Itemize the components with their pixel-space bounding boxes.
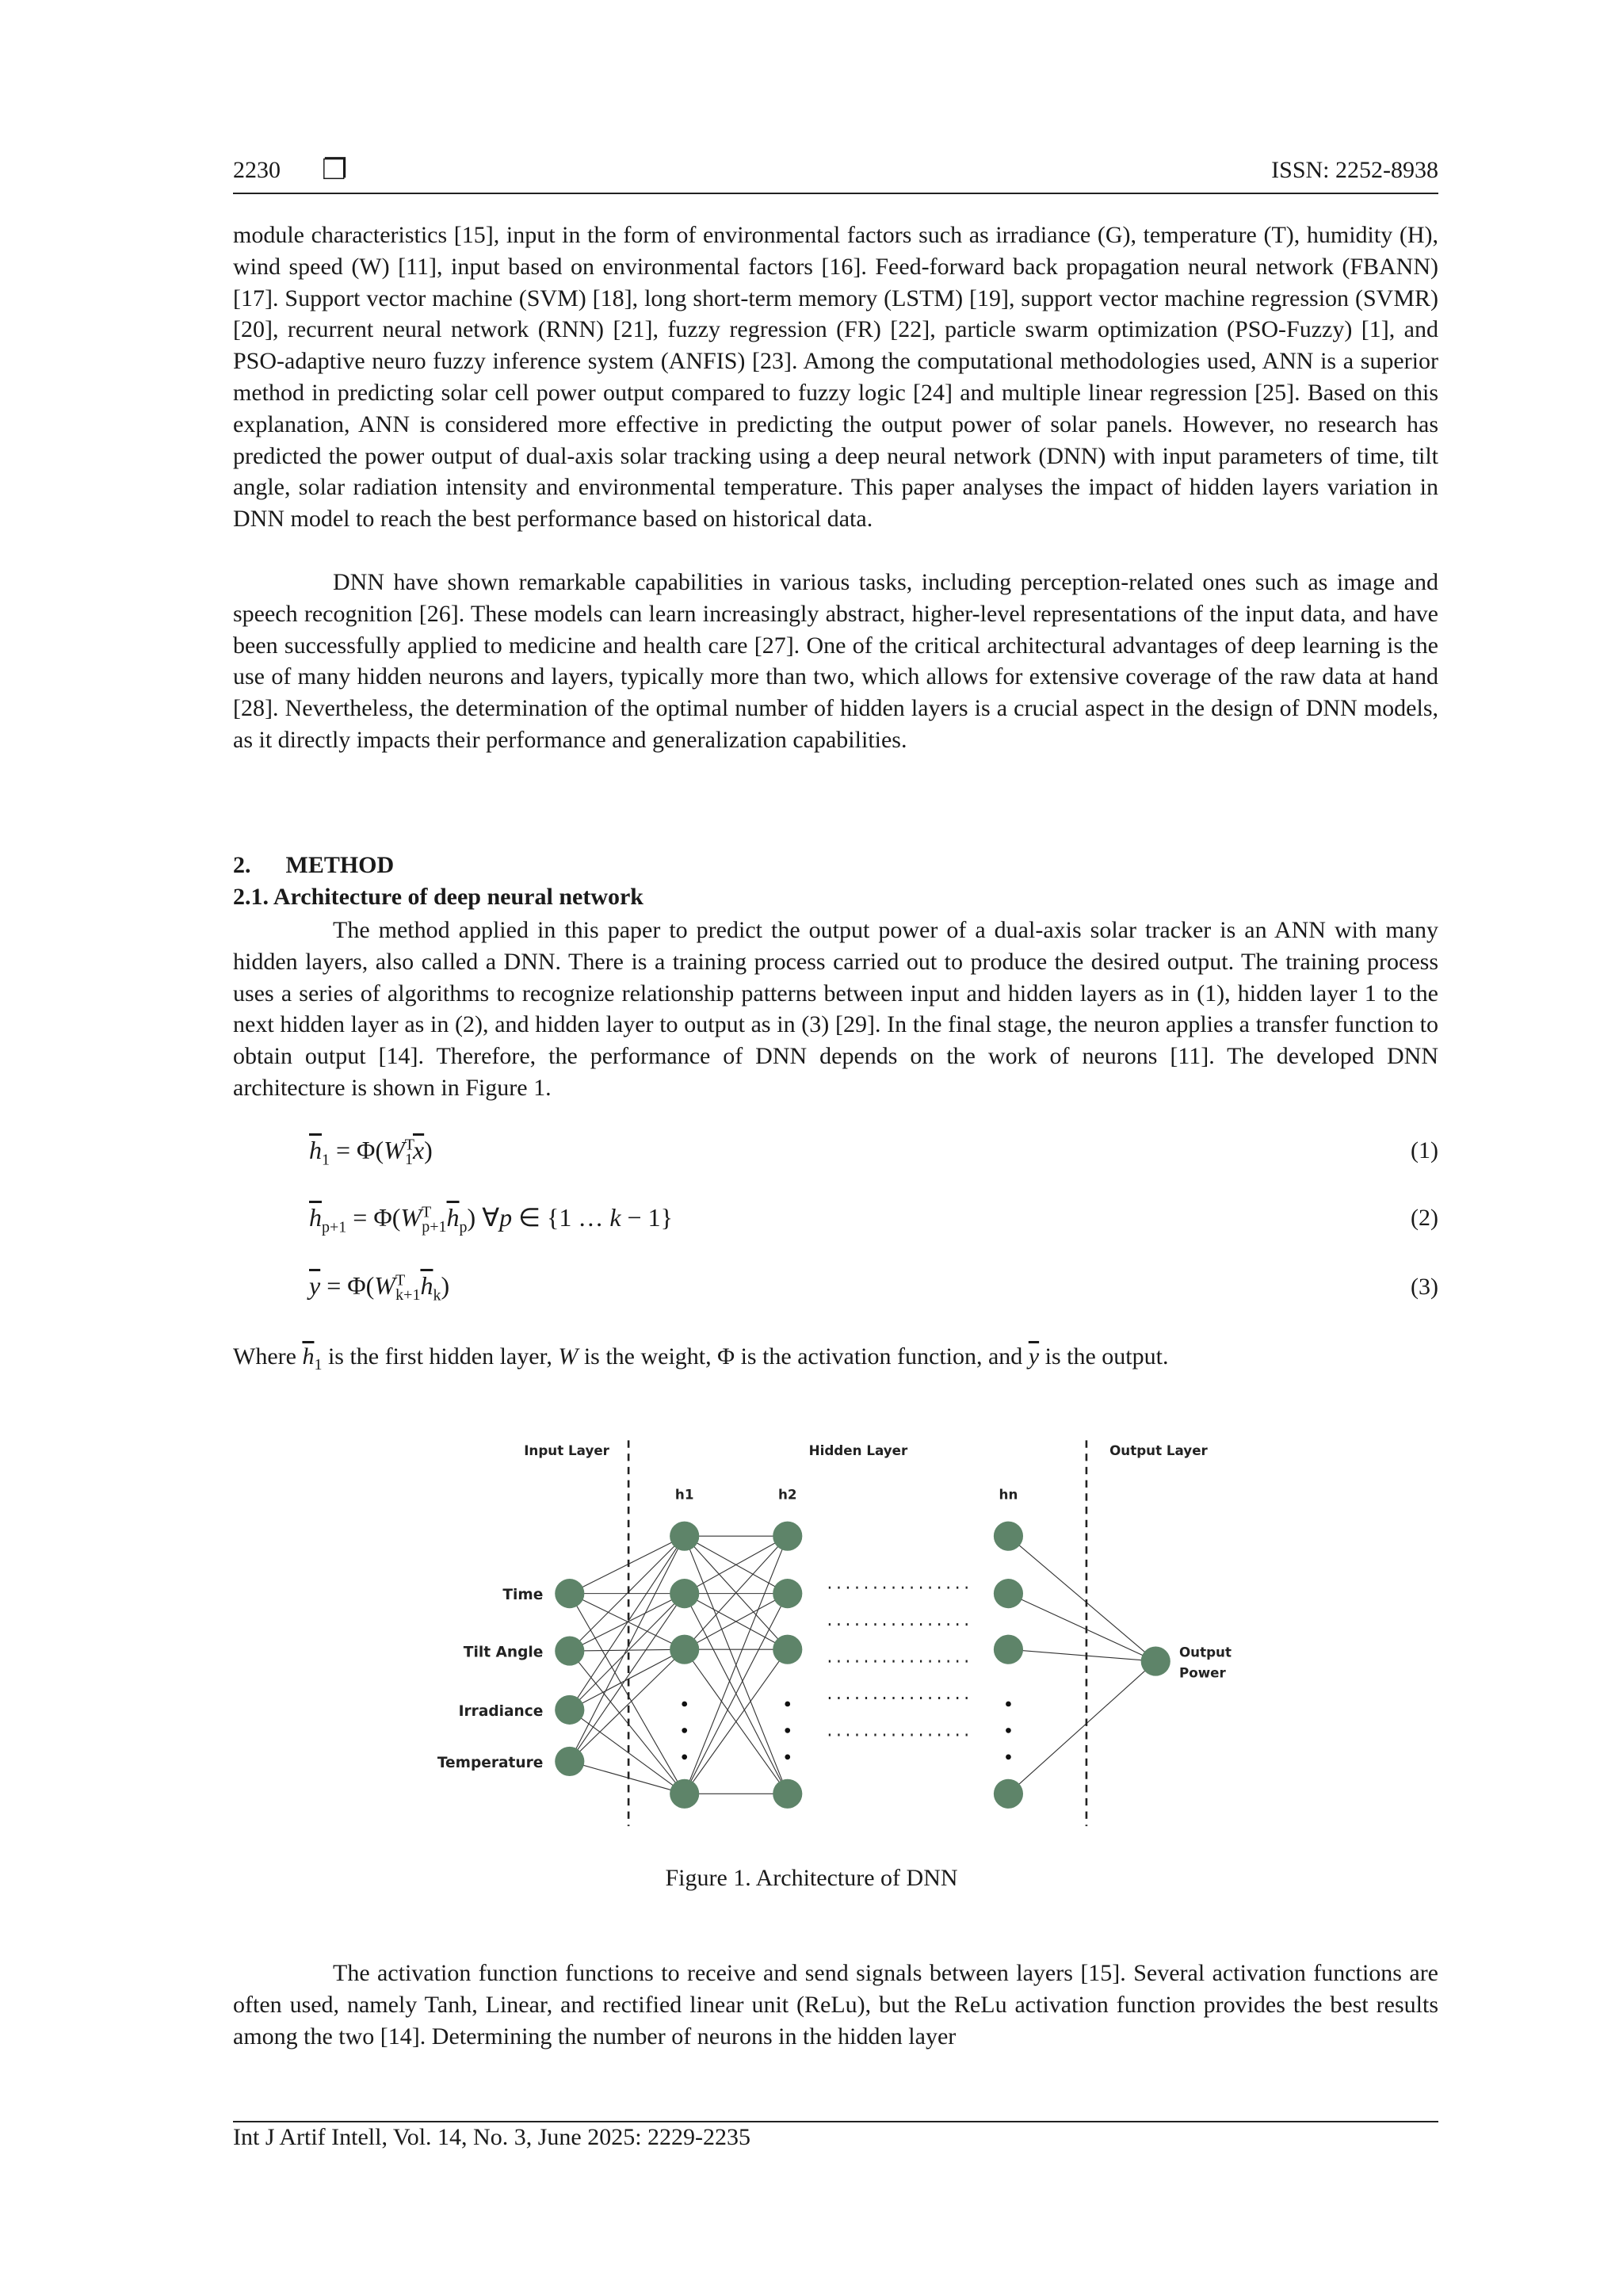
connection-line [570,1649,685,1710]
input-label: Irradiance [458,1702,544,1720]
eq-op: − 1} [621,1203,673,1232]
where-text: is the output. [1039,1343,1169,1370]
output-label: Output [1178,1644,1232,1660]
hidden-node [773,1635,802,1664]
ellipsis-dot [785,1755,790,1760]
where-text: is the weight, Φ is the activation function, and [578,1343,1029,1370]
equation-3-number: (3) [1411,1274,1438,1300]
connection-line [570,1536,685,1761]
input-label: Tilt Angle [463,1644,544,1661]
ellipsis-dot [1006,1728,1011,1733]
eq-sub: p [459,1218,468,1236]
eq-sub: p+1 [322,1218,347,1236]
hidden-node [994,1635,1023,1664]
eq-op: = Φ( [330,1136,384,1164]
eq-symbol: $\overline{x}$ [412,1136,425,1164]
eq-sub: 1 [322,1151,330,1169]
eq-symbol: W [374,1271,395,1300]
output-node [1141,1647,1170,1676]
paragraph-4: The activation function functions to receive and send signals between layers [15]. Several activation functions are often used, namely Tanh, Linear, and rectified linear unit (ReLu), but the ReLu activation function provides the best results among the two [14]. Determining the number of neurons in the hidden layer [233,1960,1438,2050]
eq-symbol: p [499,1203,513,1232]
connection-line [570,1649,685,1761]
eq-symbol: $\overline{h}$ [309,1136,322,1164]
hidden-node [773,1779,802,1809]
hidden-node [670,1635,699,1664]
section-heading [233,852,394,879]
eq-symbol: k [609,1203,621,1232]
eq-op: ∈ {1 … [512,1203,610,1232]
where-sentence [233,1341,1438,1381]
eq-symbol: $\overline{h}$ [420,1271,433,1300]
figure-caption: Figure 1. Architecture of DNN [665,1865,958,1891]
header-rule [233,193,1438,194]
hidden-node [670,1779,699,1809]
equation-1-number: (1) [1411,1137,1438,1163]
section-number: 2. [233,852,251,878]
output-label: Power [1178,1664,1226,1681]
ellipsis-dot [785,1702,790,1707]
subsection-heading: 2.1. Architecture of deep neural network [233,884,643,910]
eq-sub: 1 [314,1356,323,1373]
hidden-label: h1 [674,1486,694,1503]
eq-symbol: $\overline{y}$ [1028,1343,1040,1370]
dnn-architecture-figure [412,1421,1251,1841]
footer-citation: Int J Artif Intell, Vol. 14, No. 3, June 2025: 2229-2235 [233,2124,751,2150]
ellipsis-dot [682,1728,687,1733]
hidden-node [773,1522,802,1551]
hidden-node [994,1579,1023,1608]
input-node [555,1579,584,1608]
eq-sub: k [433,1286,441,1305]
eq-op: ) [441,1271,450,1300]
input-node [555,1637,584,1666]
eq-op: = Φ( [346,1203,401,1232]
paragraph-2: DNN have shown remarkable capabilities in various tasks, including perception-related ones such as image and speech recognition [26]. These models can learn increasingly abstract, higher-level representations of the input data, and have been successfully applied to medicine and health care [27]. One of the critical architectural advantages of deep learning is the use of many hidden neurons and layers, typically more than two, which allows for extensive coverage of the raw data at hand [28]. Nevertheless, the determination of the optimal number of hidden layers is a crucial aspect in the design of DNN models, as it directly impacts their performance and generalization capabilities. [233,569,1438,753]
where-text: is the first hidden layer, [322,1343,559,1370]
hidden-node [670,1579,699,1608]
ellipsis-dot [1006,1702,1011,1707]
footer-rule [233,2121,1438,2122]
eq-op: ) [424,1136,433,1164]
input-label: Time [502,1587,544,1604]
equation-2-number: (2) [1411,1205,1438,1231]
page-header [233,154,1438,192]
eq-sup: T [404,1136,414,1154]
paragraph-3: The method applied in this paper to predict the output power of a dual-axis solar tracker is an ANN with many hidden layers, also called a DNN. There is a training process carried out to produce the desired output. The training process uses a series of algorithms to recognize relationship patterns between input and hidden layers as in (1), hidden layer 1 to the next hidden layer as in (2), and hidden layer to output as in (3) [29]. In the final stage, the neuron applies a transfer function to obtain output [14]. Therefore, the performance of DNN depends on the work of neurons [11]. The developed DNN architecture is shown in Figure 1. [233,917,1438,1101]
input-label: Temperature [437,1754,544,1771]
hidden-node [994,1779,1023,1809]
eq-symbol: W [384,1136,405,1164]
hidden-label: h2 [777,1486,797,1503]
hidden-node [670,1522,699,1551]
hidden-node [994,1522,1023,1551]
connection-line [570,1536,685,1593]
eq-symbol: W [400,1203,422,1232]
input-node [555,1747,584,1776]
connection-line [570,1761,685,1794]
ellipsis-dot [682,1702,687,1707]
eq-symbol: $\overline{h}$ [302,1343,315,1370]
ellipsis-dot [682,1755,687,1760]
ellipsis-dot [785,1728,790,1733]
issn: ISSN: 2252-8938 [1271,157,1438,183]
hidden-node [773,1579,802,1608]
eq-symbol: $\overline{y}$ [309,1271,321,1300]
paragraph-1: module characteristics [15], input in the form of environmental factors such as irradiance (G), temperature (T), humidity (H), wind speed (W) [11], input based on environmental factors [16]. Feed-forward back propagation neural network (FBANN) [17]. Support vector machine (SVM) [18], long short-term memory (LSTM) [19], support vector machine regression (SVMR) [20], recurrent neural network (RNN) [21], fuzzy regression (FR) [22], particle swarm optimization (PSO-Fuzzy) [1], and PSO-adaptive neuro fuzzy inference system (ANFIS) [23]. Among the computational methodologies used, ANN is a superior method in predicting solar cell power output compared to fuzzy logic [24] and multiple linear regression [25]. Based on this explanation, ANN is considered more effective in predicting the output power of solar panels. However, no research has predicted the power output of dual-axis solar tracking using a deep neural network (DNN) with input parameters of time, tilt angle, solar radiation intensity and environmental temperature. This paper analyses the impact of hidden layers variation in DNN model to reach the best performance based on historical data. [233,222,1438,533]
connection-line [1008,1536,1155,1661]
connection-line [570,1594,685,1762]
equation-1 [309,1136,433,1169]
input-layer-label: Input Layer [524,1442,609,1458]
eq-symbol: $\overline{h}$ [446,1203,460,1232]
where-text: Where [233,1343,303,1370]
eq-op: = Φ( [320,1271,375,1300]
section-title: METHOD [285,852,395,878]
hidden-layer-label: Hidden Layer [808,1442,908,1458]
equation-3 [309,1271,449,1305]
equation-2 [309,1202,673,1236]
connection-line [1008,1661,1155,1794]
input-node [555,1695,584,1725]
eq-sub: 1 [404,1151,413,1169]
eq-sup: T [422,1203,432,1221]
eq-sup: T [395,1271,406,1289]
page-number: 2230 [233,157,281,183]
box-icon: ❐ [322,154,348,186]
eq-sub: p+1 [422,1218,447,1236]
eq-sub: k+1 [395,1286,421,1305]
eq-symbol: $\overline{h}$ [309,1203,322,1232]
connection-line [570,1594,685,1710]
eq-op: ) ∀ [467,1203,500,1232]
eq-symbol: W [558,1343,579,1370]
ellipsis-dot [1006,1755,1011,1760]
output-layer-label: Output Layer [1109,1442,1208,1458]
hidden-label: hn [999,1486,1018,1503]
